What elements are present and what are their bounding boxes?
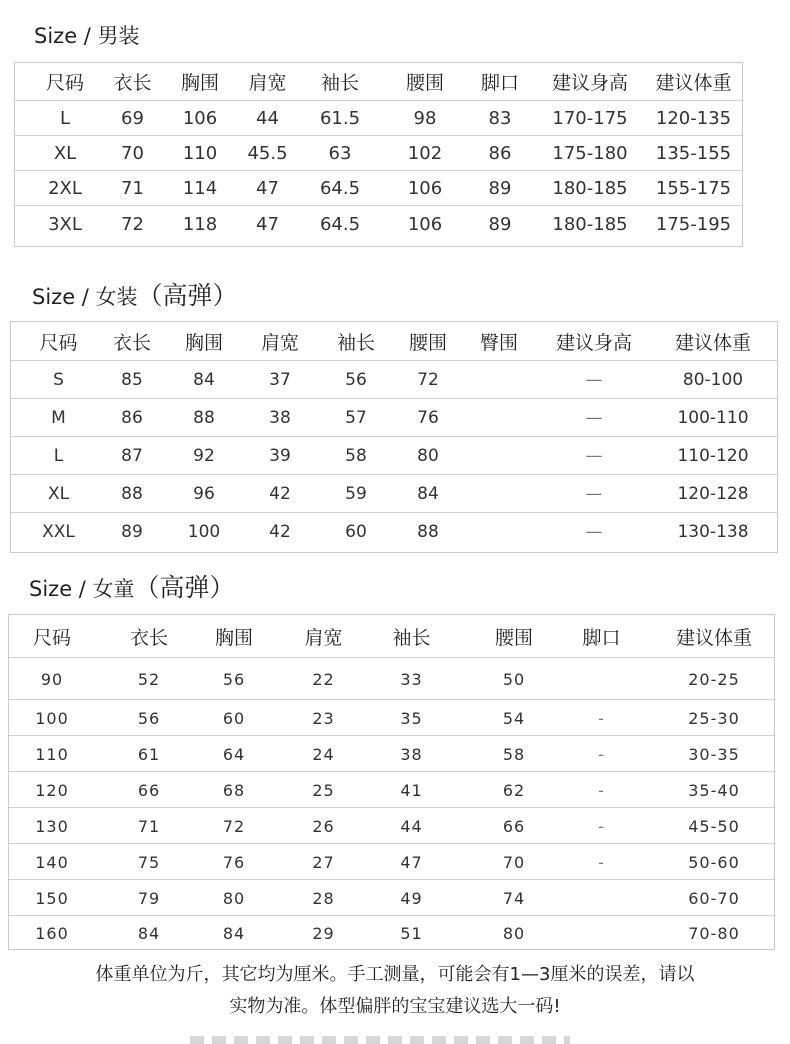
measurement-note-line2: 实物为准。体型偏胖的宝宝建议选大一码! [229, 996, 561, 1017]
women-table-cell: 72 [417, 370, 439, 390]
men-table-cell: 102 [407, 143, 443, 164]
women-table-cell: — [585, 446, 603, 466]
men-header-cell: 建议体重 [655, 72, 732, 94]
girls-table-cell: 49 [400, 888, 423, 908]
women-table-cell: 120-128 [677, 484, 749, 504]
men-title-cn: 男装 [97, 24, 140, 48]
girls-table-cell: 20-25 [688, 669, 740, 689]
men-table-cell: 118 [182, 213, 218, 235]
women-table-cell [464, 399, 534, 437]
women-table-row [11, 360, 777, 399]
girls-table-row [9, 843, 774, 880]
girls-table-cell: 56 [137, 708, 161, 728]
girls-table-row [9, 657, 774, 700]
women-header-cell: 建议身高 [555, 331, 632, 354]
women-table-cell: 58 [345, 446, 367, 466]
girls-table-cell: 23 [312, 708, 335, 728]
men-header-cell: 衣长 [113, 72, 152, 94]
women-table-cell: — [585, 370, 603, 390]
women-table-cell: 87 [121, 446, 143, 466]
girls-table-cell: 30-35 [688, 744, 740, 764]
girls-table-cell: 25-30 [688, 708, 740, 728]
women-header-cell: 袖长 [336, 331, 375, 354]
women-header-cell: 衣长 [112, 331, 151, 354]
women-table-cell: 84 [417, 484, 439, 504]
girls-table-row [9, 735, 774, 772]
girls-table-row [9, 915, 774, 950]
girls-table-cell: 35 [400, 708, 423, 728]
women-header-cell: 建议体重 [674, 331, 751, 354]
girls-table-cell: 27 [312, 852, 335, 872]
women-header-cell: 尺码 [39, 331, 78, 354]
girls-table-cell: 75 [137, 852, 161, 872]
men-table-cell: 45.5 [247, 143, 288, 164]
women-table-cell: 100-110 [677, 408, 749, 428]
girls-table-row [9, 699, 774, 736]
girls-table-cell: 72 [222, 816, 246, 836]
men-table-cell: 63 [328, 143, 352, 164]
women-table-cell: 88 [417, 522, 439, 542]
women-table-cell: S [53, 370, 64, 390]
girls-table-cell: 150 [35, 888, 69, 908]
girls-table-cell: 61 [137, 744, 161, 764]
men-header-cell: 肩宽 [248, 72, 287, 94]
women-header-cell: 肩宽 [260, 331, 299, 354]
men-table-cell: 72 [121, 213, 144, 235]
women-table-cell: 100 [187, 522, 221, 542]
men-table-cell: 175-195 [655, 213, 732, 235]
women-header-cell: 胸围 [184, 331, 223, 354]
girls-table-cell: 62 [502, 780, 526, 800]
women-table-cell: 110-120 [677, 446, 749, 466]
girls-table-cell: 60-70 [688, 888, 740, 908]
girls-table-cell: 80 [222, 888, 246, 908]
girls-table-cell: 44 [400, 816, 423, 836]
girls-table-cell: 22 [312, 669, 335, 689]
women-table-cell [464, 361, 534, 399]
girls-table-cell: 45-50 [688, 816, 740, 836]
girls-table-cell: 38 [400, 744, 423, 764]
men-size-table [14, 62, 743, 247]
women-table-cell: 130-138 [677, 522, 749, 542]
men-table-row [15, 135, 742, 171]
girls-table-cell: 76 [222, 852, 246, 872]
women-section-title [32, 276, 238, 312]
girls-header-cell: 袖长 [392, 626, 431, 649]
girls-size-table [8, 614, 775, 950]
women-table-cell [464, 513, 534, 551]
girls-table-cell: 84 [222, 923, 246, 943]
men-header-row [15, 63, 742, 100]
men-table-cell: 64.5 [319, 213, 361, 235]
men-table-cell: 2XL [48, 178, 82, 199]
women-table-cell: 42 [269, 484, 291, 504]
men-title-en: Size / [34, 24, 98, 48]
men-table-cell: 64.5 [319, 178, 361, 199]
men-table-row [15, 205, 742, 242]
men-table-cell: 89 [488, 213, 512, 235]
men-table-cell: 71 [121, 178, 144, 199]
men-header-cell: 袖长 [320, 72, 359, 94]
girls-header-cell: 腰围 [494, 626, 533, 649]
girls-header-cell: 胸围 [214, 626, 253, 649]
girls-table-cell: 52 [137, 669, 161, 689]
women-table-cell: 80-100 [682, 370, 744, 390]
girls-table-cell: - [598, 744, 605, 764]
women-header-row [11, 322, 777, 360]
women-table-cell [464, 437, 534, 475]
cropped-text-fragment [190, 1036, 570, 1044]
women-table-row [11, 398, 777, 437]
women-header-cell: 腰围 [408, 331, 447, 354]
girls-table-cell: 35-40 [688, 780, 740, 800]
men-table-cell: 83 [488, 108, 512, 129]
women-table-cell: 59 [345, 484, 367, 504]
men-table-cell: 47 [256, 213, 279, 235]
girls-title-en: Size / [29, 577, 93, 601]
girls-table-cell: - [598, 816, 605, 836]
girls-table-cell: 100 [35, 708, 69, 728]
women-table-cell: 38 [269, 408, 291, 428]
men-table-cell: 110 [182, 143, 218, 164]
girls-table-cell: 160 [35, 923, 69, 943]
men-table-cell: 69 [121, 108, 144, 129]
women-table-cell: 96 [193, 484, 215, 504]
women-title-cn: 女装 [95, 285, 138, 309]
men-table-cell: 3XL [48, 213, 82, 235]
men-table-cell: 98 [413, 108, 437, 129]
men-table-cell: 89 [488, 178, 512, 199]
men-table-cell: XL [53, 143, 77, 164]
women-table-cell: 42 [269, 522, 291, 542]
men-table-cell: 44 [256, 108, 279, 129]
men-header-cell: 腰围 [405, 72, 444, 94]
girls-table-cell: 25 [312, 780, 335, 800]
girls-table-cell: 120 [35, 780, 69, 800]
men-table-cell: 61.5 [319, 108, 361, 129]
girls-title-cn: 女童 [92, 577, 135, 601]
men-table-cell: 114 [182, 178, 218, 199]
women-table-cell: 60 [345, 522, 367, 542]
women-table-cell: 37 [269, 370, 291, 390]
girls-table-cell: 70 [502, 852, 526, 872]
men-table-cell: 170-175 [552, 108, 628, 129]
girls-table-cell: 110 [35, 744, 69, 764]
women-table-cell: L [53, 446, 64, 466]
girls-title-sub: （高弹） [134, 573, 235, 602]
girls-table-cell: 130 [35, 816, 69, 836]
women-table-cell: 85 [121, 370, 143, 390]
girls-header-cell: 尺码 [32, 626, 71, 649]
men-table-cell: 106 [407, 213, 443, 235]
girls-table-cell: 60 [222, 708, 246, 728]
men-table-cell: 180-185 [552, 178, 628, 199]
girls-header-cell: 衣长 [129, 626, 168, 649]
girls-table-cell: 64 [222, 744, 246, 764]
women-table-cell: 57 [345, 408, 367, 428]
women-table-cell: — [585, 522, 603, 542]
girls-table-cell: 74 [502, 888, 526, 908]
girls-table-row [9, 807, 774, 844]
women-table-cell: XL [47, 484, 70, 504]
men-header-cell: 建议身高 [551, 72, 628, 94]
girls-table-cell [564, 658, 639, 700]
girls-table-cell: - [598, 852, 605, 872]
girls-table-cell: 80 [502, 923, 526, 943]
girls-header-cell: 脚口 [582, 626, 621, 649]
men-table-cell: 135-155 [655, 143, 732, 164]
girls-table-cell: 24 [312, 744, 335, 764]
women-table-cell: 39 [269, 446, 291, 466]
men-table-cell: L [59, 108, 71, 129]
girls-table-cell: - [598, 708, 605, 728]
girls-table-cell: 26 [312, 816, 335, 836]
girls-header-cell: 肩宽 [304, 626, 343, 649]
women-table-cell: 84 [193, 370, 215, 390]
men-table-cell: 120-135 [655, 108, 732, 129]
girls-table-cell: 71 [137, 816, 161, 836]
women-table-row [11, 512, 777, 551]
girls-table-cell: 54 [502, 708, 526, 728]
girls-table-cell: 47 [400, 852, 423, 872]
women-table-row [11, 474, 777, 513]
girls-table-cell: - [598, 780, 605, 800]
girls-table-cell: 79 [137, 888, 161, 908]
girls-table-cell: 90 [40, 669, 64, 689]
women-table-cell: 88 [121, 484, 143, 504]
women-table-cell [464, 475, 534, 513]
women-table-cell: 86 [121, 408, 143, 428]
women-title-sub: （高弹） [137, 281, 238, 310]
women-table-row [11, 436, 777, 475]
girls-table-cell: 140 [35, 852, 69, 872]
women-table-cell: — [585, 408, 603, 428]
girls-table-cell: 28 [312, 888, 335, 908]
women-table-cell: 56 [345, 370, 367, 390]
girls-table-cell: 33 [400, 669, 423, 689]
women-table-cell: — [585, 484, 603, 504]
girls-header-row [9, 615, 774, 657]
girls-table-cell: 51 [400, 923, 423, 943]
girls-table-cell: 50-60 [688, 852, 740, 872]
men-table-cell: 70 [121, 143, 144, 164]
women-size-table [10, 321, 778, 553]
girls-table-cell: 56 [222, 669, 246, 689]
girls-table-cell: 41 [400, 780, 423, 800]
girls-table-cell: 50 [502, 669, 526, 689]
girls-table-cell: 70-80 [688, 923, 740, 943]
girls-header-cell: 建议体重 [675, 626, 752, 649]
measurement-note-line1: 体重单位为斤，其它均为厘米。手工测量，可能会有1—3厘米的误差，请以 [95, 964, 695, 985]
men-header-cell: 尺码 [45, 72, 84, 94]
men-table-cell: 175-180 [552, 143, 628, 164]
girls-table-cell [564, 916, 639, 950]
women-table-cell: XXL [42, 522, 75, 542]
women-table-cell: 89 [121, 522, 143, 542]
women-table-cell: 80 [417, 446, 439, 466]
women-table-cell: 92 [193, 446, 215, 466]
men-header-cell: 胸围 [180, 72, 219, 94]
men-section-title [34, 20, 140, 50]
girls-table-row [9, 879, 774, 916]
girls-table-cell: 66 [502, 816, 526, 836]
girls-table-cell: 84 [137, 923, 161, 943]
girls-section-title [29, 568, 235, 604]
women-title-en: Size / [32, 285, 96, 309]
women-table-cell: M [51, 408, 66, 428]
men-table-cell: 106 [407, 178, 443, 199]
women-header-cell: 臀围 [479, 331, 518, 354]
girls-table-row [9, 771, 774, 808]
women-table-cell: 88 [193, 408, 215, 428]
men-header-cell: 脚口 [480, 72, 519, 94]
girls-table-cell [564, 880, 639, 916]
men-table-cell: 180-185 [552, 213, 628, 235]
girls-table-cell: 68 [222, 780, 246, 800]
men-table-row [15, 170, 742, 206]
girls-table-cell: 58 [502, 744, 526, 764]
men-table-cell: 155-175 [655, 178, 732, 199]
men-table-cell: 47 [256, 178, 279, 199]
men-table-cell: 106 [182, 108, 218, 129]
men-table-row [15, 100, 742, 136]
women-table-cell: 76 [417, 408, 439, 428]
men-table-cell: 86 [488, 143, 512, 164]
girls-table-cell: 29 [312, 923, 335, 943]
girls-table-cell: 66 [137, 780, 161, 800]
